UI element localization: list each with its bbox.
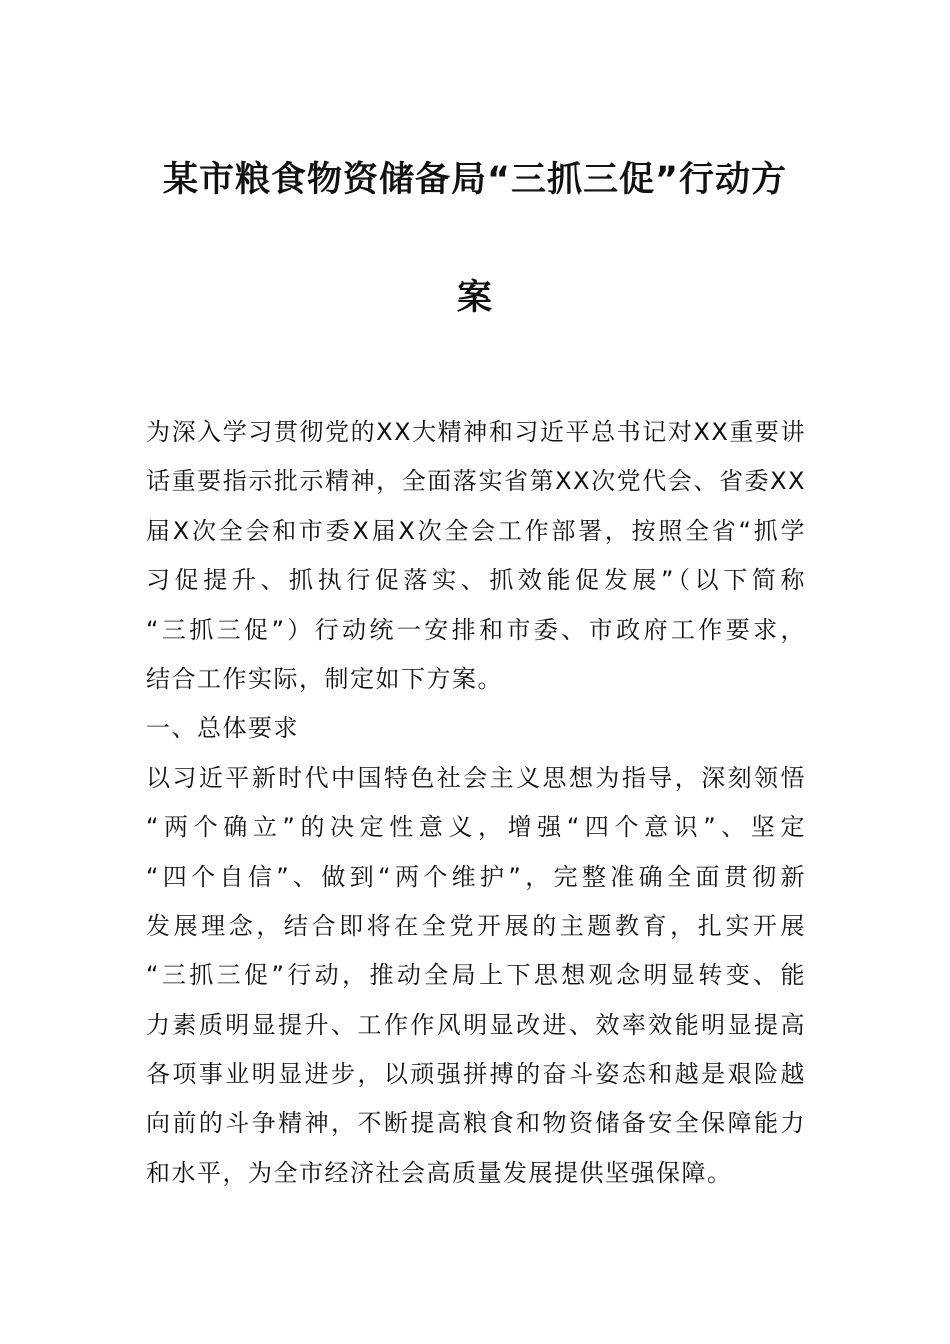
section-line-1: 以习近平新时代中国特色社会主义思想为指导，深刻领悟 [146, 763, 806, 792]
section-line-3: “四个自信”、做到“两个维护”，完整准确全面贯彻新 [146, 862, 806, 891]
section-line-9: 和水平，为全市经济社会高质量发展提供坚强保障。 [146, 1158, 733, 1187]
intro-line-4: 习促提升、抓执行促落实、抓效能促发展”（以下简称 [146, 566, 806, 595]
section-heading: 一、总体要求 [146, 714, 299, 743]
section-line-8: 向前的斗争精神，不断提高粮食和物资储备安全保障能力 [146, 1109, 806, 1138]
section-line-2: “两个确立”的决定性意义，增强“四个意识”、坚定 [146, 813, 806, 842]
section-line-4: 发展理念，结合即将在全党开展的主题教育，扎实开展 [146, 911, 806, 940]
intro-line-1: 为深入学习贯彻党的XX大精神和习近平总书记对XX重要讲 [146, 418, 806, 446]
intro-line-2: 话重要指示批示精神，全面落实省第XX次党代会、省委XX [146, 467, 806, 496]
section-line-6: 力素质明显提升、工作作风明显改进、效率效能明显提高 [146, 1010, 806, 1039]
document-title-line-1: 某市粮食物资储备局“三抓三促”行动方 [162, 160, 787, 200]
intro-line-6: 结合工作实际，制定如下方案。 [146, 664, 503, 693]
section-line-5: “三抓三促”行动，推动全局上下思想观念明显转变、能 [146, 961, 806, 990]
document-body [146, 408, 806, 1198]
section-line-7: 各项事业明显进步，以顽强拼搏的奋斗姿态和越是艰险越 [146, 1060, 806, 1089]
document-title-line-2: 案 [456, 278, 493, 318]
intro-line-3: 届X次全会和市委X届X次全会工作部署，按照全省“抓学 [146, 516, 806, 545]
intro-line-5: “三抓三促”）行动统一安排和市委、市政府工作要求， [146, 615, 806, 644]
